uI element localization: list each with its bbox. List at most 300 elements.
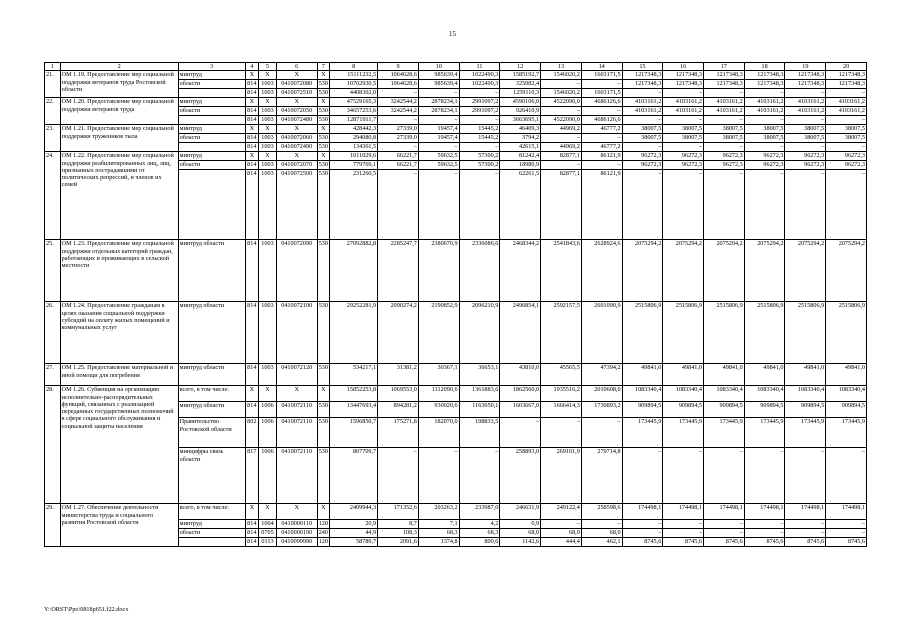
amount-cell: 62261,5 [500, 170, 541, 240]
amount-cell: – [826, 89, 867, 98]
budget-code: 1006 [259, 402, 277, 418]
amount-cell: – [378, 143, 419, 152]
budget-code: 530 [317, 448, 330, 504]
amount-cell: – [378, 170, 419, 240]
amount-cell: – [622, 116, 663, 125]
table-row [45, 125, 867, 134]
column-number: 17 [704, 63, 745, 71]
amount-cell: 1217348,3 [744, 80, 785, 89]
amount-cell: 96272,3 [704, 152, 745, 161]
amount-cell: 2515806,9 [622, 302, 663, 364]
amount-cell: 34657253,6 [330, 107, 378, 116]
measure-name: ОМ 1.21. Предоставление мер социальной поддержки тружеников тыла [60, 125, 178, 152]
amount-cell: 985639,4 [418, 80, 459, 89]
amount-cell: – [785, 116, 826, 125]
amount-cell: 1064628,6 [378, 71, 419, 80]
amount-cell: – [581, 520, 622, 529]
budget-code: 1003 [259, 364, 277, 386]
executor: всего, в том числе: [178, 504, 245, 520]
budget-code: X [259, 504, 277, 520]
amount-cell: 2878234,1 [418, 107, 459, 116]
budget-code: 0410099990 [276, 538, 317, 547]
amount-cell: 86121,9 [581, 152, 622, 161]
amount-cell: – [785, 529, 826, 538]
amount-cell: 1862560,0 [500, 386, 541, 402]
amount-cell: 4103161,2 [663, 98, 704, 107]
amount-cell: – [785, 170, 826, 240]
amount-cell: 38007,5 [744, 134, 785, 143]
amount-cell: 1361883,6 [459, 386, 500, 402]
amount-cell: 2190852,9 [418, 302, 459, 364]
budget-code: 530 [317, 418, 330, 448]
budget-code: 1003 [259, 89, 277, 98]
amount-cell: 444,4 [541, 538, 582, 547]
row-number: 24. [45, 152, 61, 240]
budget-code: X [259, 152, 277, 161]
amount-cell: 18980,9 [500, 161, 541, 170]
executor [178, 538, 245, 547]
amount-cell: – [704, 116, 745, 125]
budget-code: 1003 [259, 143, 277, 152]
amount-cell: 1217348,3 [744, 71, 785, 80]
amount-cell: – [663, 89, 704, 98]
budget-code: X [317, 386, 330, 402]
amount-cell: 1217348,3 [785, 71, 826, 80]
amount-cell: – [459, 116, 500, 125]
program-table-wrapper [44, 62, 867, 547]
amount-cell: 4103161,2 [826, 107, 867, 116]
budget-code: 814 [245, 80, 259, 89]
amount-cell: 57300,2 [459, 161, 500, 170]
amount-cell: 15445,2 [459, 134, 500, 143]
amount-cell: 49841,0 [826, 364, 867, 386]
amount-cell: 2336086,6 [459, 240, 500, 302]
executor: минтруд области [178, 402, 245, 418]
amount-cell: 1022490,3 [459, 71, 500, 80]
amount-cell: 1083340,4 [785, 386, 826, 402]
amount-cell: 1603667,0 [500, 402, 541, 418]
amount-cell: 1259110,3 [500, 89, 541, 98]
budget-code: 1003 [259, 116, 277, 125]
budget-code: 530 [318, 161, 328, 169]
executor: минтруд [178, 520, 245, 529]
budget-code: 0410072500 [276, 170, 317, 240]
amount-cell: 2380670,9 [418, 240, 459, 302]
amount-cell: 2075294,2 [744, 240, 785, 302]
amount-cell: 4103161,2 [622, 98, 663, 107]
amount-cell: 82877,1 [541, 170, 582, 240]
column-number: 2 [60, 63, 178, 71]
amount-cell: 1217348,3 [704, 80, 745, 89]
amount-cell: 2515806,9 [663, 302, 704, 364]
amount-cell: 2075294,2 [826, 240, 867, 302]
budget-code: X [317, 98, 330, 107]
budget-code: 0410072080 [276, 80, 317, 89]
amount-cell: 30367,1 [418, 364, 459, 386]
executor: всего, в том числе: [178, 386, 245, 402]
amount-cell: – [418, 116, 459, 125]
amount-cell: – [744, 89, 785, 98]
budget-code: 1004 [259, 520, 277, 529]
budget-code: 1003 [259, 240, 277, 302]
amount-cell: 279714,8 [581, 448, 622, 504]
amount-cell: 12871911,7 [330, 116, 378, 125]
budget-code: 0410072070 [276, 161, 317, 170]
amount-cell: – [663, 170, 704, 240]
column-number: 6 [276, 63, 317, 71]
amount-cell: – [500, 418, 541, 448]
amount-cell: – [459, 170, 500, 240]
amount-cell: 1374,8 [418, 538, 459, 547]
amount-cell: – [744, 448, 785, 504]
amount-cell: 249122,4 [541, 504, 582, 520]
amount-cell: – [622, 520, 663, 529]
amount-cell: 96272,3 [663, 152, 704, 161]
row-number: 23. [45, 125, 61, 152]
amount-cell: 1217348,3 [663, 71, 704, 80]
table-row [45, 364, 867, 386]
executor: области [178, 107, 245, 116]
measure-name: ОМ 1.26. Субвенция на организацию исполнительно-распорядительных функций, связанных с реализацией переданных государственных полномочий в сфере социального обслуживания и социальной защиты населения [60, 386, 178, 504]
amount-cell: – [418, 448, 459, 504]
amount-cell: 4103161,2 [744, 107, 785, 116]
budget-code: 1006 [259, 418, 277, 448]
amount-cell: 800,6 [459, 538, 500, 547]
budget-code: 120 [318, 520, 328, 528]
budget-code: 814 [245, 170, 259, 240]
amount-cell: 44969,2 [541, 143, 582, 152]
amount-cell: 96272,3 [826, 152, 867, 161]
amount-cell: 909894,5 [704, 402, 745, 418]
column-number: 20 [826, 63, 867, 71]
budget-code: X [276, 98, 317, 107]
amount-cell: 1083340,4 [826, 386, 867, 402]
executor: минтруд области [178, 302, 245, 364]
amount-cell: 38007,5 [785, 125, 826, 134]
budget-code: X [259, 125, 277, 134]
budget-code: 1003 [259, 161, 277, 170]
amount-cell: 807709,7 [330, 448, 378, 504]
amount-cell: 8,7 [378, 520, 419, 529]
amount-cell: – [622, 89, 663, 98]
budget-code: X [245, 386, 259, 402]
amount-cell: – [785, 520, 826, 529]
budget-code: X [259, 386, 277, 402]
amount-cell: 7,1 [418, 520, 459, 529]
amount-cell: 2515806,9 [704, 302, 745, 364]
budget-code: X [317, 125, 330, 134]
amount-cell: 49841,0 [704, 364, 745, 386]
budget-code: 0113 [259, 538, 277, 547]
amount-cell: – [663, 143, 704, 152]
budget-code: X [317, 152, 330, 161]
amount-cell: 258893,0 [500, 448, 541, 504]
executor: области [178, 529, 245, 538]
measure-name: ОМ 1.23. Предоставление мер социальной поддержки отдельных категорий граждан, работающих и проживающих в сельской местности [60, 240, 178, 302]
amount-cell: 3242544,2 [378, 98, 419, 107]
amount-cell: 38007,5 [622, 134, 663, 143]
budget-code: 1006 [259, 448, 277, 504]
amount-cell: – [622, 170, 663, 240]
column-number: 19 [785, 63, 826, 71]
amount-cell: 173445,9 [744, 418, 785, 448]
budget-code: 814 [245, 520, 259, 529]
amount-cell: 182070,0 [418, 418, 459, 448]
amount-cell: 174498,1 [663, 504, 704, 520]
amount-cell: 173445,9 [622, 418, 663, 448]
budget-code: 530 [318, 80, 328, 88]
budget-code: 814 [245, 364, 259, 386]
amount-cell: 1142,6 [500, 538, 541, 547]
amount-cell: – [541, 107, 582, 116]
amount-cell: – [378, 448, 419, 504]
amount-cell: 0,9 [500, 520, 541, 529]
amount-cell: 96272,3 [622, 161, 663, 170]
amount-cell: 96272,3 [826, 161, 867, 170]
amount-cell: – [826, 170, 867, 240]
amount-cell: 4103161,2 [785, 107, 826, 116]
amount-cell: – [663, 448, 704, 504]
amount-cell: 3242544,2 [378, 107, 419, 116]
amount-cell: – [785, 89, 826, 98]
amount-cell: – [744, 520, 785, 529]
amount-cell: – [622, 143, 663, 152]
amount-cell: – [744, 170, 785, 240]
budget-code: 814 [245, 529, 259, 538]
amount-cell: 8745,6 [826, 538, 867, 547]
column-number: 5 [259, 63, 277, 71]
measure-name: ОМ 1.22. Предоставление мер социальной поддержки реабилитированных лиц, лиц, признанных пострадавшими от политических репрессий, и членов их семей [60, 152, 178, 240]
budget-code: 530 [318, 107, 328, 115]
amount-cell: 2468344,2 [500, 240, 541, 302]
amount-cell: 19457,4 [418, 125, 459, 134]
budget-code: X [245, 71, 259, 80]
column-number: 14 [581, 63, 622, 71]
amount-cell: 909894,5 [744, 402, 785, 418]
column-number: 3 [178, 63, 245, 71]
executor [178, 89, 245, 98]
amount-cell: 15445,2 [459, 125, 500, 134]
amount-cell: 171352,6 [378, 504, 419, 520]
amount-cell: 27092882,8 [330, 240, 378, 302]
amount-cell: 27339,0 [378, 134, 419, 143]
budget-code: X [259, 98, 277, 107]
amount-cell: 2878234,1 [418, 98, 459, 107]
amount-cell: 1730893,2 [581, 402, 622, 418]
budget-code: 0410000110 [276, 520, 317, 529]
amount-cell: 173445,9 [785, 418, 826, 448]
amount-cell: 198833,5 [459, 418, 500, 448]
budget-code: 1003 [259, 80, 277, 89]
budget-code: 530 [317, 170, 330, 240]
amount-cell: 534217,1 [330, 364, 378, 386]
amount-cell: 4,2 [459, 520, 500, 529]
amount-cell: 1217348,3 [785, 80, 826, 89]
amount-cell: 1585192,7 [500, 71, 541, 80]
budget-code: X [317, 504, 330, 520]
amount-cell: 2515806,9 [826, 302, 867, 364]
amount-cell: 1546020,2 [541, 89, 582, 98]
amount-cell: 1064628,6 [378, 80, 419, 89]
amount-cell: 20,9 [330, 520, 378, 529]
budget-code: X [245, 152, 259, 161]
table-row [45, 240, 867, 302]
amount-cell: 3663695,1 [500, 116, 541, 125]
budget-code: X [245, 504, 259, 520]
document-path: Y:\ORST\Ppo\0818p651.f22.docx [44, 606, 129, 613]
amount-cell: 4103161,2 [744, 98, 785, 107]
amount-cell: 49841,0 [744, 364, 785, 386]
executor: минтруд [178, 98, 245, 107]
amount-cell: 96272,3 [785, 161, 826, 170]
amount-cell: 1217348,3 [704, 71, 745, 80]
row-number: 25. [45, 240, 61, 302]
amount-cell: 4103161,2 [704, 98, 745, 107]
amount-cell: – [622, 448, 663, 504]
amount-cell: 45565,5 [541, 364, 582, 386]
amount-cell: 294080,8 [330, 134, 378, 143]
amount-cell: 930020,6 [418, 402, 459, 418]
amount-cell: 57300,2 [459, 152, 500, 161]
budget-code: 530 [317, 240, 330, 302]
budget-code: 1003 [259, 134, 277, 143]
amount-cell: 49841,0 [785, 364, 826, 386]
amount-cell: 428442,3 [330, 125, 378, 134]
budget-code: 814 [245, 538, 259, 547]
budget-code: 0410072090 [276, 240, 317, 302]
row-number: 27. [45, 364, 61, 386]
column-number: 1 [45, 63, 61, 71]
amount-cell: 462,1 [581, 538, 622, 547]
measure-name: ОМ 1.27. Обеспечение деятельности министерства труда и социального развития Ростовской области [60, 504, 178, 547]
amount-cell: 43810,0 [500, 364, 541, 386]
amount-cell: 81242,4 [500, 152, 541, 161]
budget-code: 0410072120 [276, 364, 317, 386]
amount-cell: 894281,2 [378, 402, 419, 418]
amount-cell: 38007,5 [826, 125, 867, 134]
amount-cell: 203263,2 [418, 504, 459, 520]
amount-cell: 909894,5 [785, 402, 826, 418]
amount-cell: 926410,9 [500, 107, 541, 116]
measure-name: ОМ 1.19. Предоставление мер социальной поддержки ветеранов труда Ростовской области [60, 71, 178, 98]
amount-cell: 2991097,2 [459, 98, 500, 107]
amount-cell: 96272,3 [744, 152, 785, 161]
amount-cell: – [744, 143, 785, 152]
budget-code: 1003 [259, 107, 277, 116]
executor: Правительство Ростовской области [178, 418, 245, 448]
amount-cell: – [744, 116, 785, 125]
budget-code: 1003 [259, 302, 277, 364]
amount-cell: 246631,9 [500, 504, 541, 520]
amount-cell: 49841,0 [663, 364, 704, 386]
amount-cell: 31381,2 [378, 364, 419, 386]
budget-code: 0410072110 [276, 418, 317, 448]
amount-cell: 8745,6 [785, 538, 826, 547]
amount-cell: 134361,5 [330, 143, 378, 152]
amount-cell: 2091,6 [378, 538, 419, 547]
amount-cell: – [459, 89, 500, 98]
amount-cell: 1217348,3 [622, 71, 663, 80]
budget-code: 530 [317, 402, 330, 418]
budget-code: 0705 [259, 529, 277, 538]
amount-cell: – [663, 520, 704, 529]
amount-cell: 2515806,9 [785, 302, 826, 364]
amount-cell: 59632,5 [418, 161, 459, 170]
amount-cell: – [744, 529, 785, 538]
budget-code: X [259, 71, 277, 80]
amount-cell: 1935516,2 [541, 386, 582, 402]
budget-code: 0410072510 [276, 89, 317, 98]
budget-code: 814 [245, 107, 259, 116]
amount-cell: – [581, 107, 622, 116]
page-number: 15 [449, 30, 456, 38]
budget-code: 530 [318, 116, 328, 124]
amount-cell: 2285247,7 [378, 240, 419, 302]
amount-cell: 96272,3 [744, 161, 785, 170]
amount-cell: 1603171,5 [581, 71, 622, 80]
amount-cell: 1217348,3 [663, 80, 704, 89]
amount-cell: – [785, 143, 826, 152]
budget-code: 0410072110 [276, 402, 317, 418]
budget-code: 0410072100 [276, 302, 317, 364]
column-number: 11 [459, 63, 500, 71]
executor: минцифры связь области [178, 448, 245, 504]
amount-cell: – [541, 520, 582, 529]
amount-cell: – [622, 529, 663, 538]
measure-name: ОМ 1.20. Предоставление мер социальной поддержки ветеранов труда [60, 98, 178, 125]
amount-cell: 4522090,0 [541, 116, 582, 125]
amount-cell: 1083340,4 [744, 386, 785, 402]
amount-cell: 1011029,6 [330, 152, 378, 161]
amount-cell: 258598,6 [581, 504, 622, 520]
amount-cell: 2090274,2 [378, 302, 419, 364]
column-number: 8 [330, 63, 378, 71]
budget-code: X [276, 152, 317, 161]
budget-code: X [276, 504, 317, 520]
executor: минтруд [178, 71, 245, 80]
executor [178, 143, 245, 152]
budget-code: 530 [317, 364, 330, 386]
budget-code: 120 [318, 538, 328, 546]
amount-cell: 38007,5 [663, 125, 704, 134]
amount-cell: 8745,6 [704, 538, 745, 547]
table-row [45, 152, 867, 161]
column-number: 18 [744, 63, 785, 71]
budget-code: X [317, 71, 330, 80]
amount-cell: 38007,5 [704, 134, 745, 143]
budget-code: 814 [245, 302, 259, 364]
amount-cell: – [785, 448, 826, 504]
amount-cell: 8745,6 [622, 538, 663, 547]
amount-cell: 173445,9 [826, 418, 867, 448]
amount-cell: 233987,0 [459, 504, 500, 520]
amount-cell: – [378, 116, 419, 125]
amount-cell: 269101,9 [541, 448, 582, 504]
executor: области [178, 134, 245, 143]
amount-cell: 1603171,5 [581, 89, 622, 98]
amount-cell: – [581, 134, 622, 143]
amount-cell: – [541, 418, 582, 448]
table-row [45, 98, 867, 107]
row-number: 29. [45, 504, 61, 547]
amount-cell: 66221,7 [378, 152, 419, 161]
amount-cell: 44969,2 [541, 125, 582, 134]
executor: минтруд [178, 152, 245, 161]
budget-code: 240 [318, 529, 328, 537]
executor: минтруд [178, 125, 245, 134]
amount-cell: 29252281,9 [330, 302, 378, 364]
amount-cell: 96272,3 [622, 152, 663, 161]
